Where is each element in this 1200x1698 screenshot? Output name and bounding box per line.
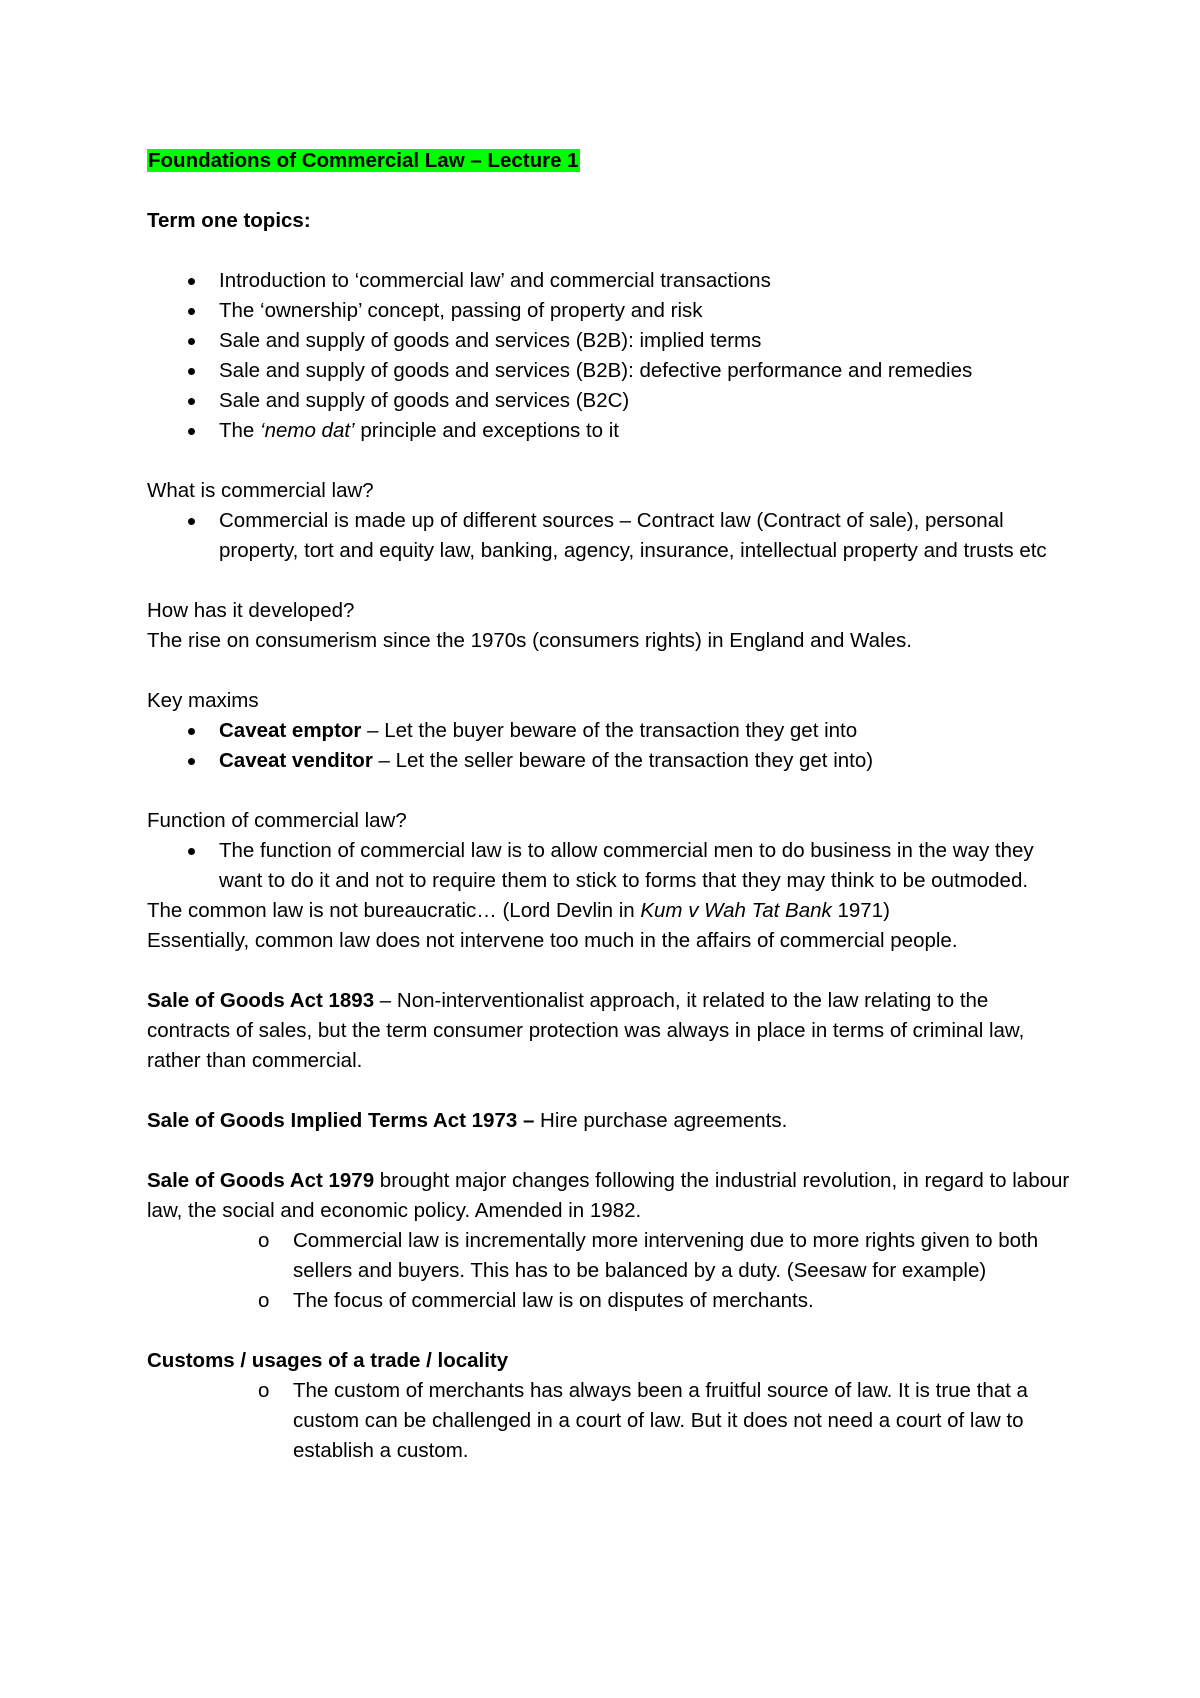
- paragraph: Essentially, common law does not intervene too much in the affairs of commercial people.: [147, 929, 958, 952]
- list-item: Introduction to ‘commercial law’ and commercial transactions: [147, 266, 1077, 296]
- document-body: [147, 146, 1077, 1466]
- paragraph: Sale of Goods Act 1979 brought major changes following the industrial revolution, in regard to labour law, the social and economic policy. Amended in 1982.: [147, 1169, 1070, 1222]
- list-item: Sale and supply of goods and services (B2B): implied terms: [147, 326, 1077, 356]
- section-heading: What is commercial law?: [147, 479, 374, 502]
- topics-list: [147, 266, 1077, 446]
- customs-sublist: [147, 1376, 1077, 1466]
- what-is-list: [147, 506, 1077, 566]
- paragraph: The common law is not bureaucratic… (Lord Devlin in Kum v Wah Tat Bank 1971): [147, 899, 890, 922]
- list-item: Sale and supply of goods and services (B2B): defective performance and remedies: [147, 356, 1077, 386]
- section-heading: Customs / usages of a trade / locality: [147, 1349, 509, 1372]
- section-heading: Function of commercial law?: [147, 809, 407, 832]
- list-item: o The custom of merchants has always been a fruitful source of law. It is true that a custom can be challenged in a court of law. But it does not need a court of law to establish a custom.: [147, 1376, 1077, 1466]
- section-heading: Key maxims: [147, 689, 259, 712]
- paragraph: Sale of Goods Act 1893 – Non-interventionalist approach, it related to the law relating to the contracts of sales, but the term consumer protection was always in place in terms of criminal law, rather than commercial.: [147, 989, 1025, 1072]
- paragraph: Sale of Goods Implied Terms Act 1973 – Hire purchase agreements.: [147, 1109, 788, 1132]
- section-heading: How has it developed?: [147, 599, 355, 622]
- list-item: Caveat emptor – Let the buyer beware of the transaction they get into: [147, 716, 1077, 746]
- soga1979-sublist: [147, 1226, 1077, 1316]
- maxims-list: [147, 716, 1077, 776]
- list-item: The ‘ownership’ concept, passing of property and risk: [147, 296, 1077, 326]
- list-item: o The focus of commercial law is on disputes of merchants.: [147, 1286, 1077, 1316]
- list-item: The ‘nemo dat’ principle and exceptions to it: [147, 416, 1077, 446]
- list-item: o Commercial law is incrementally more intervening due to more rights given to both sellers and buyers. This has to be balanced by a duty. (Seesaw for example): [147, 1226, 1077, 1286]
- title-highlight: Foundations of Commercial Law – Lecture 1: [148, 149, 579, 172]
- list-item: Commercial is made up of different sources – Contract law (Contract of sale), personal property, tort and equity law, banking, agency, insurance, intellectual property and trusts etc: [147, 506, 1077, 566]
- page-title: [147, 146, 1077, 176]
- paragraph: The rise on consumerism since the 1970s (consumers rights) in England and Wales.: [147, 629, 912, 652]
- function-list: [147, 836, 1077, 896]
- term-heading: Term one topics:: [147, 209, 311, 232]
- list-item: The function of commercial law is to allow commercial men to do business in the way they want to do it and not to require them to stick to forms that they may think to be outmoded.: [147, 836, 1077, 896]
- list-item: Sale and supply of goods and services (B2C): [147, 386, 1077, 416]
- list-item: Caveat venditor – Let the seller beware of the transaction they get into): [147, 746, 1077, 776]
